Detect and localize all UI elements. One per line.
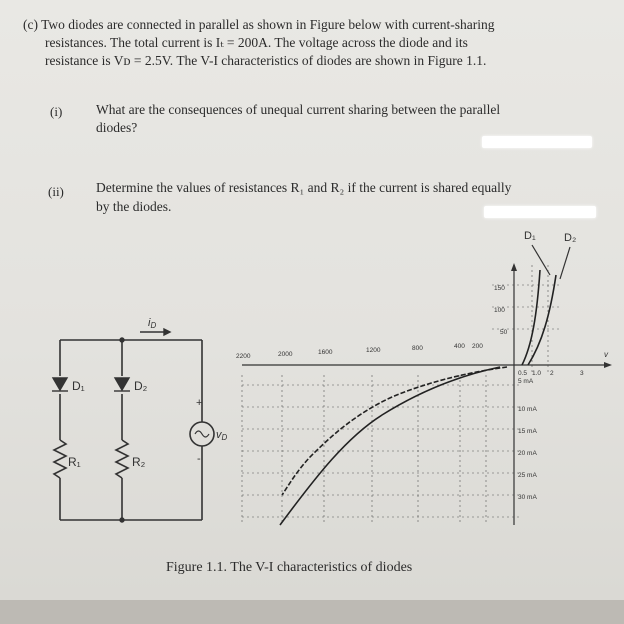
diode-d2-symbol (115, 378, 129, 390)
minus-sign: - (197, 453, 201, 465)
voltage-subscript: D (221, 433, 228, 442)
pos-v-tick: 3 (580, 370, 584, 377)
neg-v-tick: 2000 (278, 351, 293, 358)
redaction-mark-1 (482, 136, 592, 148)
neg-v-tick: 1600 (318, 349, 333, 356)
plus-sign: + (196, 397, 203, 409)
part-i-label: (i) (50, 104, 63, 119)
question-line-2: resistances. The total current is Iₜ = 200A. The voltage across the diode and its (45, 35, 468, 50)
d1-reverse-curve (280, 367, 500, 525)
neg-v-tick: 1200 (366, 347, 381, 354)
page-shadow (0, 600, 624, 624)
r2-label: R₂ (132, 455, 146, 469)
neg-v-tick: 400 (454, 343, 465, 350)
reverse-i-tick: 5 mA (518, 378, 534, 385)
forward-i-tick: 100 (494, 307, 505, 314)
part-ii-line-2: by the diodes. (96, 199, 172, 214)
reverse-i-tick: 25 mA (518, 472, 537, 479)
neg-v-tick: 200 (472, 343, 483, 350)
vi-characteristic-graph (232, 225, 616, 540)
r1-label: R₁ (68, 455, 81, 469)
question-line-3: resistance is Vᴅ = 2.5V. The V-I characteristics of diodes are shown in Figure 1.1. (45, 53, 487, 68)
forward-i-tick: 150 (494, 285, 505, 292)
reverse-i-tick: 20 mA (518, 450, 537, 457)
neg-v-tick: 800 (412, 345, 423, 352)
current-label: i (148, 317, 151, 329)
graph-d1-label: D₁ (524, 230, 536, 242)
pos-v-tick: 1.0 (532, 370, 542, 377)
forward-i-tick: 50 (500, 329, 508, 336)
svg-text:iD (148, 317, 156, 330)
figure-caption: Figure 1.1. The V-I characteristics of diodes (166, 560, 413, 575)
reverse-i-tick: 30 mA (518, 494, 537, 501)
part-ii-line-1: Determine the values of resistances R₁ and R₂ if the current is shared equally (96, 180, 512, 195)
part-ii-label: (ii) (48, 184, 64, 199)
redaction-mark-2 (484, 206, 596, 218)
d1-label: D₁ (72, 379, 85, 393)
reverse-i-tick: 15 mA (518, 428, 537, 435)
part-i-line-1: What are the consequences of unequal current sharing between the parallel (96, 102, 501, 117)
part-i-line-2: diodes? (96, 120, 138, 135)
parallel-diode-circuit (40, 310, 230, 530)
d2-reverse-curve (282, 367, 507, 495)
pos-v-tick: 0.5 (518, 370, 528, 377)
graph-d2-label: D₂ (564, 232, 577, 244)
pos-v-tick: 2 (550, 370, 554, 377)
current-subscript: D (150, 321, 157, 330)
axis-arrow-label: v (604, 350, 608, 359)
neg-v-tick: 2200 (236, 353, 251, 360)
question-line-1: (c) Two diodes are connected in parallel as shown in Figure below with current-sharing (23, 17, 495, 32)
d1-forward-curve (522, 270, 540, 365)
voltage-label: v (216, 429, 222, 441)
reverse-i-tick: 10 mA (518, 406, 537, 413)
svg-text:vD (216, 429, 228, 442)
d2-label: D₂ (134, 379, 148, 393)
diode-d1-symbol (53, 378, 67, 390)
